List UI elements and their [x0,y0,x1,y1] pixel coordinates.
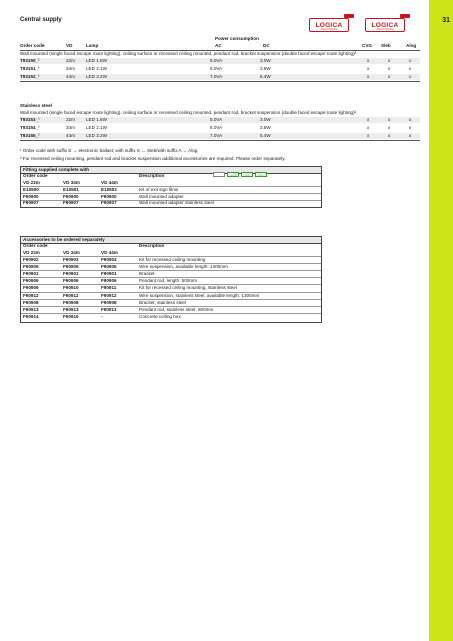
logo-text: LOGICA [371,21,399,29]
alog-mark: x [409,74,412,79]
code-vd44: F90907 [101,200,117,205]
code-vd34: F90900 [63,194,79,199]
exit-arrow-right-icon: □→ [255,172,267,177]
code-vd44: F90905 [101,264,117,270]
description: Concrete ceiling box [139,313,181,319]
ac-value: 5.0VA [210,117,223,122]
description: Bracket [139,271,155,277]
col-ac: AC [215,43,222,48]
description: Wall mounted adapter stainless steel [139,200,214,205]
sleb-mark: x [388,117,391,122]
accessories-box [20,236,322,323]
order-code: T93155_¹ [20,133,40,138]
col-cvg: CVG [362,43,372,48]
code-vd34: F90906 [63,278,79,284]
ac-value: 7.0VA [210,74,223,79]
code-vd22: E10500 [23,187,39,192]
code-vd22: F90909 [23,285,39,291]
cvg-mark: x [367,66,370,71]
logo-tagline: SOLUTIONS [376,28,394,31]
col-description: Description [139,173,165,178]
description: Kit for recessed ceiling mounting, stainless steel [139,285,237,291]
exit-arrow-left-icon: ←□ [227,172,239,177]
description: Kit of exit sign films [139,187,179,192]
brand-logo [309,18,349,32]
col-description: Description [139,243,165,248]
vd-value: 44m [66,133,75,138]
lamp-value: LED 1.6W [86,58,107,63]
vd-value: 22m [66,117,75,122]
sleb-mark: x [388,74,391,79]
code-vd44: F90908 [101,299,117,305]
lamp-value: LED 3.2W [86,74,107,79]
col-alog: Alog [406,43,417,48]
code-vd22: F90902 [23,257,39,262]
footnote: ² For recessed ceiling mounting, pendant rod and bracket suspension additional accessories are required. Please order separately. [20,156,286,161]
code-vd34: F90912 [63,292,79,298]
description: Bracket, stainless steel [139,299,186,305]
sleb-mark: x [388,58,391,63]
dc-value: 3.0W [260,58,271,63]
col-vd34: VD 34m [63,180,80,185]
sign-film-blank-icon [213,172,225,177]
code-vd34: F90907 [63,200,79,205]
dc-value: 5.4W [260,133,271,138]
dc-value: 3.8W [260,66,271,71]
sleb-mark: x [388,66,391,71]
col-vd: VD [66,43,73,48]
col-order-code: Order code [23,173,48,178]
code-vd34: F90903 [63,257,79,262]
col-vd44: VD 44m [101,180,118,185]
page-sidebar-strip [429,0,453,641]
fitting-supplied-box [20,166,322,208]
alog-mark: x [409,66,412,71]
col-lamp: Lamp [86,43,99,48]
cvg-mark: x [367,74,370,79]
section-title: Central supply [20,17,62,23]
code-vd22: F90912 [23,292,39,298]
col-order-code: Order code [20,43,45,48]
code-vd34: F90901 [63,271,79,277]
code-vd44: F90913 [101,306,117,312]
ac-value: 6.0VA [210,66,223,71]
cvg-mark: x [367,58,370,63]
lamp-value: LED 3.2W [86,133,107,138]
stainless-title: Stainless steel [20,103,52,108]
col-vd44: VD 44m [101,250,118,255]
page-number: 31 [442,17,450,24]
code-vd22: F90907 [23,200,39,205]
code-vd44: F90906 [101,278,117,284]
logo-mark-icon [344,14,354,18]
code-vd44: E10502 [101,187,117,192]
code-vd34: F90910 [63,285,79,291]
sleb-mark: x [388,133,391,138]
order-code: T93154_¹ [20,125,40,130]
power-heading: Power consumption [215,36,259,41]
brand-logo [365,18,405,32]
order-code: T93151_¹ [20,66,40,71]
description: Wall mounted adapter [139,194,184,199]
code-vd34: F90915 [63,313,79,319]
code-vd44: F90911 [101,285,117,291]
ac-value: 6.0VA [210,125,223,130]
code-vd22: F90901 [23,271,39,277]
order-code: T93153_¹ [20,117,40,122]
logo-text: LOGICA [315,21,343,29]
cvg-mark: x [367,125,370,130]
lamp-value: LED 2.1W [86,66,107,71]
code-vd44: F90904 [101,257,117,262]
vd-value: 22m [66,58,75,63]
description: Kit for recessed ceiling mounting [139,257,206,262]
code-vd34: F90908 [63,299,79,305]
mounting-note: Wall mounted (single faced escape route lighting), ceiling surface or recessed ceiling mounted, pendant rod, bracket suspension (double faced escape route lighting)² [20,110,357,115]
code-vd22: F90913 [23,306,39,312]
description: Wire suspension, stainless steel, available length: 1300mm [139,292,260,298]
alog-mark: x [409,58,412,63]
code-vd22: F90906 [23,278,39,284]
lamp-value: LED 2.1W [86,125,107,130]
code-vd22: F90905 [23,264,39,270]
box-title: Fitting supplied complete with [23,167,90,172]
code-vd34: E10501 [63,187,79,192]
dc-value: 3.8W [260,125,271,130]
exit-arrow-down-icon: ↓□ [241,172,253,177]
col-vd22: VD 22m [23,250,40,255]
code-vd44: F90912 [101,292,117,298]
code-vd22: F90914 [23,313,39,319]
footnote: ¹ Order code with suffix E → electronic ballast; with suffix S → Sleb/with suffix A → Alog [20,148,198,153]
box-title: Accessories to be ordered separately [23,237,105,242]
col-vd22: VD 22m [23,180,40,185]
order-code: T93152_¹ [20,74,40,79]
code-vd44: - [101,313,103,319]
code-vd22: F90900 [23,194,39,199]
table-rule [20,140,420,141]
code-vd22: F90908 [23,299,39,305]
table-rule [20,81,420,82]
order-code: T93150_¹ [20,58,40,63]
code-vd34: F90905 [63,264,79,270]
lamp-value: LED 1.6W [86,117,107,122]
vd-value: 34m [66,66,75,71]
mounting-note: Wall mounted (single faced escape route lighting), ceiling surface or recessed ceiling mounted, pendant rod, bracket suspension (double faced escape route lighting)² [20,51,357,56]
col-vd34: VD 34m [63,250,80,255]
vd-value: 44m [66,74,75,79]
alog-mark: x [409,117,412,122]
cvg-mark: x [367,133,370,138]
description: Wire suspension, available length: 1300mm [139,264,228,270]
dc-value: 5.4W [260,74,271,79]
ac-value: 7.0VA [210,133,223,138]
description: Pendant rod, stainless steel, 500mm [139,306,214,312]
col-dc: DC [263,43,270,48]
code-vd44: F90901 [101,271,117,277]
dc-value: 3.0W [260,117,271,122]
logo-mark-icon [400,14,410,18]
col-sleb: Sleb [381,43,391,48]
logo-tagline: SOLUTIONS [320,28,338,31]
col-order-code: Order code [23,243,48,248]
code-vd34: F90913 [63,306,79,312]
alog-mark: x [409,125,412,130]
alog-mark: x [409,133,412,138]
code-vd44: F90900 [101,194,117,199]
description: Pendant rod, length: 500mm [139,278,197,284]
cvg-mark: x [367,117,370,122]
vd-value: 34m [66,125,75,130]
ac-value: 5.0VA [210,58,223,63]
sleb-mark: x [388,125,391,130]
